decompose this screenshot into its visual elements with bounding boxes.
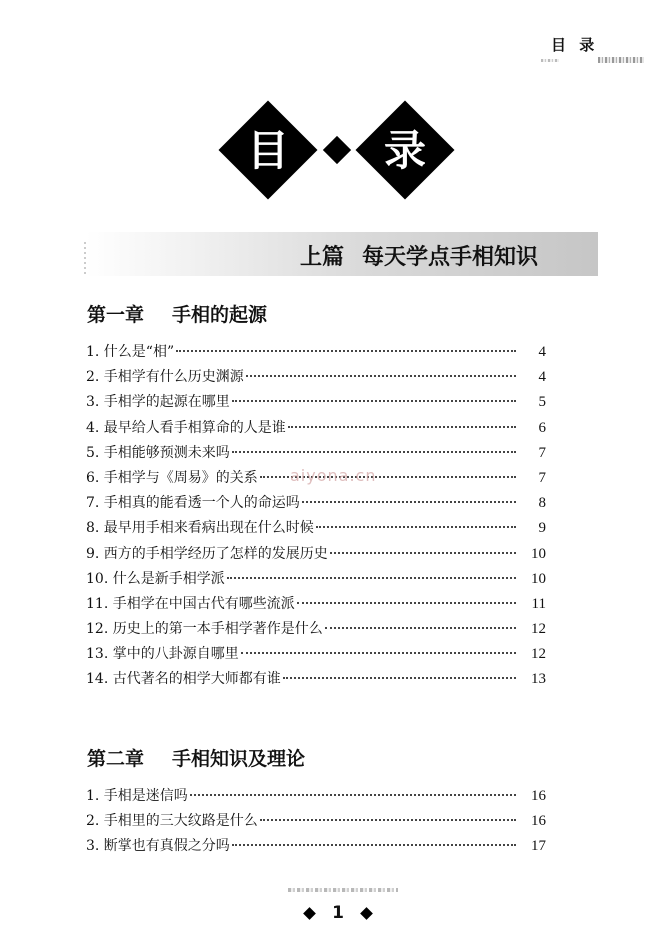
title-char-2: 录 [383, 126, 426, 175]
dot-leader [232, 842, 516, 846]
toc-entry-label: 1. 手相是迷信吗 [86, 788, 188, 804]
part-banner-title [300, 240, 600, 271]
toc-entry-label: 4. 最早给人看手相算命的人是谁 [86, 419, 286, 436]
toc-entry-page: 4 [538, 344, 546, 360]
toc-entry-label: 14. 古代著名的相学大师都有谁 [86, 671, 281, 688]
dot-leader [246, 373, 516, 377]
dot-leader [232, 398, 516, 402]
header-print-artifact-small [541, 59, 559, 62]
toc-entry-page: 11 [531, 595, 546, 612]
chapter-title: 手相知识及理论 [172, 748, 306, 770]
dot-leader [283, 675, 516, 679]
dot-leader [232, 449, 516, 453]
chapter-1-entries [86, 341, 546, 694]
toc-entry-label: 3. 断掌也有真假之分吗 [86, 838, 230, 855]
dot-leader [297, 600, 516, 604]
chapter-heading-1[interactable] [87, 300, 267, 327]
toc-entry-page: 5 [538, 394, 546, 411]
dot-leader [227, 575, 516, 579]
toc-entry[interactable] [86, 341, 546, 366]
contents-title-emblem [232, 101, 442, 201]
toc-entry[interactable] [86, 391, 546, 416]
toc-entry[interactable] [86, 442, 546, 467]
chapter-title: 手相的起源 [172, 304, 268, 326]
toc-entry-page: 12 [531, 621, 546, 638]
toc-entry[interactable] [86, 785, 546, 810]
toc-entry-page: 16 [531, 788, 546, 804]
chapter-number: 第二章 [87, 748, 145, 770]
toc-entry-page: 12 [531, 646, 546, 663]
toc-entry-label: 2. 手相学有什么历史渊源 [86, 369, 244, 386]
toc-entry[interactable] [86, 618, 546, 643]
center-diamond-shape [323, 136, 351, 164]
watermark: aiyona.cn [290, 466, 377, 485]
toc-entry[interactable] [86, 366, 546, 391]
title-char-1: 目 [246, 126, 289, 175]
toc-entry[interactable] [86, 810, 546, 835]
toc-entry-page: 17 [531, 838, 546, 855]
dot-leader [176, 348, 516, 352]
toc-entry-page: 7 [538, 444, 546, 461]
toc-entry-page: 9 [538, 520, 546, 537]
chapter-2-entries [86, 785, 546, 861]
toc-entry-label: 9. 西方的手相学经历了怎样的发展历史 [86, 545, 328, 562]
toc-entry-label: 2. 手相里的三大纹路是什么 [86, 813, 258, 830]
chapter-number: 第一章 [87, 304, 145, 326]
toc-entry-page: 4 [538, 369, 546, 386]
toc-entry[interactable] [86, 643, 546, 668]
dot-leader [302, 499, 516, 503]
footer-right-diamond [360, 907, 373, 920]
toc-entry-label: 5. 手相能够预测未来吗 [86, 444, 230, 461]
dot-leader [325, 625, 516, 629]
toc-entry[interactable] [86, 593, 546, 618]
footer-left-diamond [303, 907, 316, 920]
toc-entry-label: 7. 手相真的能看透一个人的命运吗 [86, 495, 300, 512]
toc-entry[interactable] [86, 668, 546, 693]
dot-leader [260, 817, 516, 821]
page-number: 1 [332, 903, 344, 923]
toc-entry[interactable] [86, 543, 546, 568]
toc-entry[interactable] [86, 417, 546, 442]
toc-entry-label: 13. 掌中的八卦源自哪里 [86, 646, 239, 663]
running-header-title: 目 录 [551, 36, 599, 54]
dot-leader [330, 550, 516, 554]
page-footer [298, 902, 378, 924]
part-label: 上篇 [300, 245, 345, 270]
toc-entry-page: 10 [531, 570, 546, 587]
dot-leader [288, 424, 516, 428]
header-print-artifact [598, 57, 644, 63]
toc-entry-page: 16 [531, 813, 546, 830]
toc-entry-label: 8. 最早用手相来看病出现在什么时候 [86, 520, 314, 537]
toc-entry-page: 6 [538, 419, 546, 436]
toc-entry-page: 8 [538, 495, 546, 512]
chapter-heading-2[interactable] [87, 744, 305, 771]
toc-entry-label: 12. 历史上的第一本手相学著作是什么 [86, 621, 323, 638]
toc-entry-page: 7 [538, 469, 546, 486]
toc-entry-label: 11. 手相学在中国古代有哪些流派 [86, 595, 295, 612]
toc-entry[interactable] [86, 492, 546, 517]
toc-entry[interactable] [86, 835, 546, 860]
toc-entry-label: 3. 手相学的起源在哪里 [86, 394, 230, 411]
toc-entry[interactable] [86, 517, 546, 542]
footer-print-artifact [288, 888, 398, 892]
dot-leader [241, 650, 516, 654]
toc-entry[interactable] [86, 568, 546, 593]
dot-leader [316, 524, 516, 528]
dot-leader [190, 792, 516, 796]
toc-entry-label: 6. 手相学与《周易》的关系 [86, 469, 258, 486]
toc-entry-label: 1. 什么是“相” [86, 344, 175, 360]
part-title: 每天学点手相知识 [362, 245, 539, 270]
toc-entry-label: 10. 什么是新手相学派 [86, 570, 225, 587]
toc-entry-page: 10 [531, 545, 546, 562]
toc-entry-page: 13 [531, 671, 546, 688]
